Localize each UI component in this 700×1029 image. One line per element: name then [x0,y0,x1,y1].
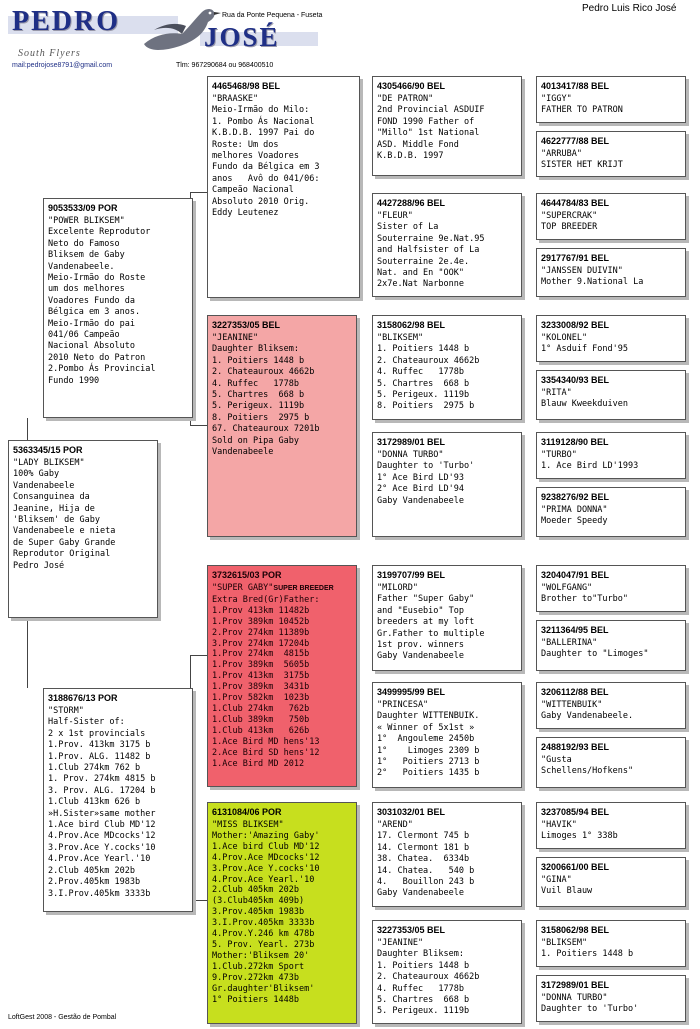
pedigree-card-ancestor[interactable] [536,565,686,612]
ring-number: 6131084/06 POR [212,807,282,817]
pedigree-card-ancestor[interactable] [536,487,686,537]
pedigree-card-ancestor[interactable] [536,248,686,297]
bird-details: "WITTENBUIK" Gaby Vandenabeele. [541,700,634,722]
bird-details: "AREND" 17. Clermont 745 b 14. Clermont 181 b 38. Chatea. 6334b 14. Chatea. 540 b 4. Bouillon 243 b Gaby Vandenabeele [377,820,475,899]
bird-details: "TURBO" 1. Ace Bird LD'1993 [541,450,639,472]
connector-line [190,425,207,426]
pedigree-card-ancestor[interactable] [536,315,686,362]
bird-details: "WOLFGANG" Brother to"Turbo" [541,583,628,605]
ring-number: 4644784/83 BEL [541,198,610,208]
ring-number: 3237085/94 BEL [541,807,610,817]
ring-number: 3119128/90 BEL [541,437,609,447]
pedigree-card-ancestor[interactable] [536,975,686,1022]
ring-number: 3204047/91 BEL [541,570,610,580]
bird-details: "BALLERINA" Daughter to "Limoges" [541,638,649,660]
pedigree-card-ancestor[interactable] [536,131,686,177]
pedigree-card-ancestor[interactable] [536,857,686,907]
bird-details: "DE PATRON" 2nd Provincial ASDUIF FOND 1990 Father of "Millo" 1st National ASD. Middle Fond K.B.D.B. 1997 [377,94,485,162]
ring-number: 3172989/01 BEL [541,980,610,990]
bird-details: Extra Bred(Gr)Father: 1.Prov 413km 11482b 1.Prov 389km 10452b 2.Prov 274km 11389b 3.Prov 274km 17204b 1.Prov 274km 4815b 1.Prov 389km 5605b 1.Prov 413km 3175b 1.Prov 389km 3431b 1.Prov 582km 1023b 1.Club 274km 762b 1.Club 389km 750b 1.Club 413km 626b 1.Ace Bird MD hens'13 2.Ace Bird SD hens'12 1.Ace Bird MD 2012 [212,594,320,769]
loft-tagline: South Flyers [18,48,81,59]
ring-number: 9238276/92 BEL [541,492,610,502]
pedigree-card-ancestor[interactable] [536,432,686,479]
bird-details: "DONNA TURBO" Daughter to 'Turbo' [541,993,639,1015]
bird-name-line [212,583,352,595]
bird-details: "JEANINE" Daughter Bliksem: 1. Poitiers 1448 b 2. Chateauroux 4662b 4. Ruffec 1778b 5. Chartres 668 b 5. Perigeux. 1119b 8. Poitiers 2975 b 67. Chateauroux 7201b Sold on Pipa Gaby Vandenabeele [212,333,320,458]
pedigree-card-ancestor[interactable] [536,620,686,671]
pedigree-card-great-grandparent[interactable] [372,565,522,671]
bird-details: "SUPERCRAK" TOP BREEDER [541,211,598,233]
logo-text-right: JOSÉ [204,22,280,52]
ring-number: 3354340/93 BEL [541,375,610,385]
bird-details: "POWER BLIKSEM" Excelente Reprodutor Neto do Famoso Bliksem de Gaby Vandenabeele. Meio-Irmão do Roste um dos melhores Voadores Fundo da Bélgica em 3 anos. Meio-Irmão do pai 041/06 Campeão Nacional Absoluto 2010 Neto do Patron 2.Pombo Ás Provincial Fundo 1990 [48,216,156,386]
bird-details: "BRAASKE" Meio-Irmão do Milo: 1. Pombo Ás Nacional K.B.D.B. 1997 Pai do Roste: Um dos melhores Voadores Fundo da Bélgica em 3 anos Avô do 041/06: Campeão Nacional Absoluto 2010 Orig. Eddy Leutenez [212,94,320,219]
ring-number: 3158062/98 BEL [541,925,610,935]
ring-number: 3199707/99 BEL [377,570,446,580]
ring-number: 3172989/01 BEL [377,437,446,447]
bird-details: "HAVIK" Limoges 1° 338b [541,820,618,842]
ring-number: 3211364/95 BEL [541,625,609,635]
bird-details: "DONNA TURBO" Daughter to 'Turbo' 1° Ace Bird LD'93 2° Ace Bird LD'94 Gaby Vandenabeele [377,450,475,506]
pedigree-card-sire-dam[interactable] [207,315,357,537]
bird-details: "BLIKSEM" 1. Poitiers 1448 b [541,938,634,960]
ring-number: 3188676/13 POR [48,693,118,703]
connector-line [190,192,207,193]
ring-number: 3227353/05 BEL [377,925,446,935]
connector-line [190,417,191,425]
bird-details: "Gusta Schellens/Hofkens" [541,755,634,777]
contact-email: mail:pedrojose8791@gmail.com [12,62,113,69]
bird-details: "MISS BLIKSEM" Mother:'Amazing Gaby' 1.Ace bird Club MD'12 4.Prov.Ace MDcocks'12 3.Prov.Ace Y.cocks'10 4.Prov.Ace Yearl.'10 2.Club 405km 202b (3.Club405km 409b) 3.Prov.405km 1983b 3.I.Prov.405km 3333b 4.Prov.Y.246 km 478b 5. Prov. Yearl. 273b Mother:'Bliksem 20' 1.Club.272km Sport 9.Prov.272km 473b Gr.daughter'Bliksem' 1° Poitiers 1448b [212,820,320,1005]
bird-details: "MILORD" Father "Super Gaby" and "Eusebio" Top breeders at my loft Gr.Father to multiple 1st prov. winners Gaby Vandenabeele [377,583,485,662]
pedigree-card-ancestor[interactable] [536,920,686,967]
ring-number: 3233008/92 BEL [541,320,610,330]
bird-details: "GINA" Vuil Blauw [541,875,593,897]
pedigree-card-ancestor[interactable] [536,682,686,729]
owner-name: Pedro Luis Rico José [582,3,677,14]
bird-details: "JEANINE" Daughter Bliksem: 1. Poitiers 1448 b 2. Chateauroux 4662b 4. Ruffec 1778b 5. Chartres 668 b 5. Perigeux. 1119b [377,938,480,1017]
ring-number: 3031032/01 BEL [377,807,446,817]
pedigree-card-sire-sire[interactable] [207,76,360,298]
ring-number: 4013417/88 BEL [541,81,610,91]
bird-details: "BLIKSEM" 1. Poitiers 1448 b 2. Chateauroux 4662b 4. Ruffec 1778b 5. Chartres 668 b 5. Perigeux. 1119b 8. Poitiers 2975 b [377,333,480,412]
pedigree-card-great-grandparent[interactable] [372,315,522,420]
ring-number: 4305466/90 BEL [377,81,446,91]
bird-details: "KOLONEL" 1° Asduif Fond'95 [541,333,628,355]
pedigree-card-great-grandparent[interactable] [372,76,522,176]
bird-details: "JANSSEN DUIVIN" Mother 9.National La [541,266,644,288]
ring-number: 2488192/93 BEL [541,742,610,752]
breeder-logo [8,4,323,70]
contact-phone: Tlm: 967290684 ou 968400510 [176,62,274,69]
connector-line [27,618,28,688]
ring-number: 9053533/09 POR [48,203,118,213]
super-breeder-badge: SUPER BREEDER [273,585,334,592]
pedigree-card-ancestor[interactable] [536,193,686,240]
ring-number: 4622777/88 BEL [541,136,610,146]
ring-number: 3732615/03 POR [212,570,282,580]
bird-details: "FLEUR" Sister of La Souterraine 9e.Nat.95 and Halfsister of La Souterraine 2e.4e. Nat. and En "OOK" 2x7e.Nat Narbonne [377,211,485,290]
bird-details: "STORM" Half-Sister of: 2 x 1st provincials 1.Prov. 413km 3175 b 1.Prov. ALG. 11482 b 1.Club 274km 762 b 1. Prov. 274km 4815 b 3. Prov. ALG. 17204 b 1.Club 413km 626 b »H.Sister»same mother 1.Ace bird Club MD'12 4.Prov.Ace MDcocks'12 3.Prov.Ace Y.cocks'10 4.Prov.Ace Yearl.'10 2.Club 405km 202b 2.Prov.405km 1983b 3.I.Prov.405km 3333b [48,706,156,899]
bird-name: "SUPER GABY" [212,583,274,593]
bird-details: "LADY BLIKSEM" 100% Gaby Vandenabeele Consanguinea da Jeanine, Hija de 'Bliksem' de Gaby Vandenabeele e nieta de Super Gaby Grande Reprodutor Original Pedro José [13,458,116,571]
pedigree-card-great-grandparent[interactable] [372,193,522,297]
pedigree-card-great-grandparent[interactable] [372,802,522,907]
pedigree-card-ancestor[interactable] [536,802,686,849]
pedigree-card-dam[interactable] [43,688,193,912]
ring-number: 2917767/91 BEL [541,253,610,263]
ring-number: 4465468/98 BEL [212,81,281,91]
ring-number: 3206112/88 BEL [541,687,609,697]
connector-line [27,418,28,440]
bird-details: "ARRUBA" SISTER HET KRIJT [541,149,623,171]
pedigree-card-ancestor[interactable] [536,737,686,788]
pedigree-card-great-grandparent[interactable] [372,432,522,537]
ring-number: 3158062/98 BEL [377,320,446,330]
bird-details: "RITA" Blauw Kweekduiven [541,388,628,410]
connector-line [190,655,207,656]
pedigree-card-sire[interactable] [43,198,193,418]
pedigree-card-subject[interactable] [8,440,158,618]
ring-number: 4427288/96 BEL [377,198,446,208]
pedigree-card-ancestor[interactable] [536,370,686,420]
bird-details: "IGGY" FATHER TO PATRON [541,94,623,116]
pedigree-card-dam-sire[interactable] [207,565,357,787]
bird-details: "PRINCESA" Daughter WITTENBUIK. « Winner of 5x1st » 1° Angouleme 2450b 1° Limoges 2309 b 1° Poitiers 2713 b 2° Poitiers 1435 b [377,700,480,779]
pedigree-card-great-grandparent[interactable] [372,920,522,1024]
pedigree-card-dam-dam[interactable] [207,802,357,1024]
ring-number: 3499995/99 BEL [377,687,446,697]
bird-details: "PRIMA DONNA" Moeder Speedy [541,505,608,527]
footer-credit: LoftGest 2008 - Gestão de Pombal [8,1014,117,1021]
pedigree-card-great-grandparent[interactable] [372,682,522,788]
logo-text-left: PEDRO [12,6,120,37]
ring-number: 5363345/15 POR [13,445,83,455]
ring-number: 3200661/00 BEL [541,862,610,872]
pedigree-card-ancestor[interactable] [536,76,686,123]
loft-address: Rua da Ponte Pequena - Fuseta [222,12,323,19]
ring-number: 3227353/05 BEL [212,320,281,330]
